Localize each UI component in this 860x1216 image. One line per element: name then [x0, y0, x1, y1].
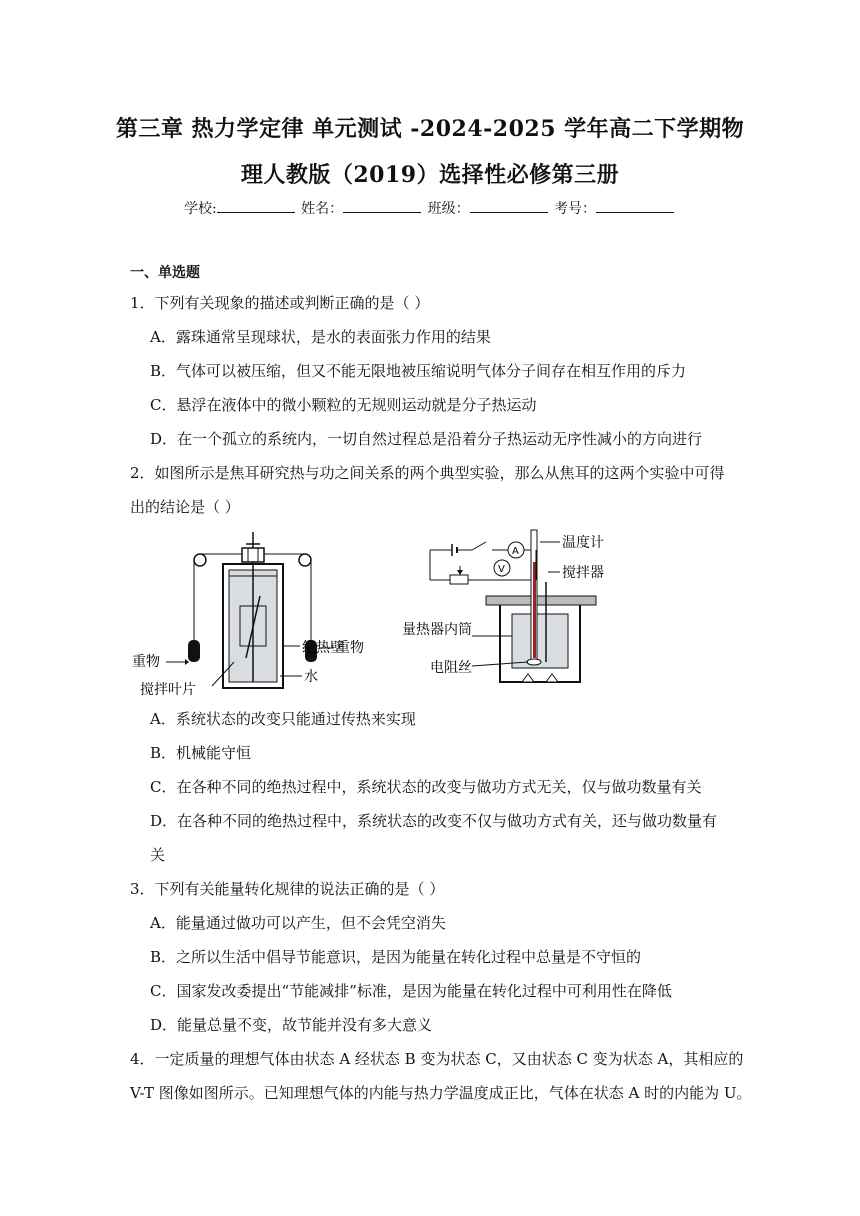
document-title-line-2: 理人教版（2019）选择性必修第三册 — [240, 162, 620, 188]
paddle-label: 搅拌叶片 — [140, 682, 196, 698]
q3-option-c: C．国家发改委提出“节能减排”标准，是因为能量在转化过程中可利用性在降低 — [150, 982, 672, 1000]
q4-stem-line-2: V-T 图像如图所示。已知理想气体的内能与热力学温度成正比，气体在状态 A 时的内能为 U。 — [130, 1084, 752, 1102]
school-label: 学校: — [183, 201, 217, 217]
q2-option-a: A．系统状态的改变只能通过传热来实现 — [150, 710, 416, 728]
q2-stem-line-1: 2．如图所示是焦耳研究热与功之间关系的两个典型实验，那么从焦耳的这两个实验中可得 — [130, 464, 725, 482]
q3-option-b: B．之所以生活中倡导节能意识，是因为能量在转化过程中总量是不守恒的 — [150, 948, 642, 966]
school-blank[interactable] — [217, 199, 295, 213]
section-title: 一、单选题 — [130, 265, 200, 281]
voltmeter-label: V — [498, 564, 505, 575]
class-label: 班级： — [427, 201, 470, 217]
class-blank[interactable] — [470, 199, 548, 213]
right-pulley — [299, 554, 311, 566]
q1-option-c: C．悬浮在液体中的微小颗粒的无规则运动就是分子热运动 — [150, 396, 537, 414]
q2-option-b: B．机械能守恒 — [150, 744, 252, 762]
resistor-label: 电阻丝 — [430, 660, 472, 676]
resistor-coil — [527, 659, 541, 665]
spindle-drum — [242, 548, 264, 562]
ammeter-label: A — [512, 546, 519, 557]
q2-option-d-continued: 关 — [150, 846, 166, 864]
exam-number-blank[interactable] — [596, 199, 674, 213]
exam-number-label: 考号： — [554, 201, 597, 217]
name-label: 姓名： — [301, 201, 344, 217]
q3-option-a: A．能量通过做功可以产生，但不会凭空消失 — [150, 914, 446, 932]
q1-option-a: A．露珠通常呈现球状，是水的表面张力作用的结果 — [150, 328, 491, 346]
q3-stem: 3．下列有关能量转化规律的说法正确的是（ ） — [130, 880, 445, 898]
calorimeter-lid — [486, 596, 596, 605]
weight-right-label: 重物 — [336, 640, 364, 656]
wall-label: 绝热壁 — [302, 640, 344, 656]
name-blank[interactable] — [343, 199, 421, 213]
weight-left-label: 重物 — [132, 654, 160, 670]
left-weight — [188, 640, 200, 662]
stirrer-label: 搅拌器 — [562, 565, 604, 581]
q1-option-b: B．气体可以被压缩，但又不能无限地被压缩说明气体分子间存在相互作用的斥力 — [150, 362, 687, 380]
document-title-line-1: 第三章 热力学定律 单元测试 -2024-2025 学年高二下学期物 — [115, 116, 745, 142]
student-info-row — [0, 198, 860, 218]
inner-cup-label: 量热器内筒 — [402, 622, 472, 638]
left-pulley — [194, 554, 206, 566]
q2-option-c: C．在各种不同的绝热过程中，系统状态的改变与做功方式无关，仅与做功数量有关 — [150, 778, 702, 796]
q2-stem-line-2: 出的结论是（ ） — [130, 498, 240, 516]
rheostat — [450, 575, 468, 584]
calorimeter-experiment-figure — [400, 522, 615, 694]
water-label: 水 — [304, 669, 318, 685]
q1-option-d: D．在一个孤立的系统内，一切自然过程总是沿着分子热运动无序性减小的方向进行 — [150, 430, 703, 448]
q1-stem: 1．下列有关现象的描述或判断正确的是（ ） — [130, 294, 430, 312]
q3-option-d: D．能量总量不变，故节能并没有多大意义 — [150, 1016, 433, 1034]
q2-option-d: D．在各种不同的绝热过程中，系统状态的改变不仅与做功方式有关，还与做功数量有 — [150, 812, 718, 830]
thermometer-label: 温度计 — [562, 535, 604, 551]
q4-stem-line-1: 4．一定质量的理想气体由状态 A 经状态 B 变为状态 C，又由状态 C 变为状态 A，其相应的 — [130, 1050, 744, 1068]
paddle-wheel-experiment-figure — [130, 522, 380, 700]
